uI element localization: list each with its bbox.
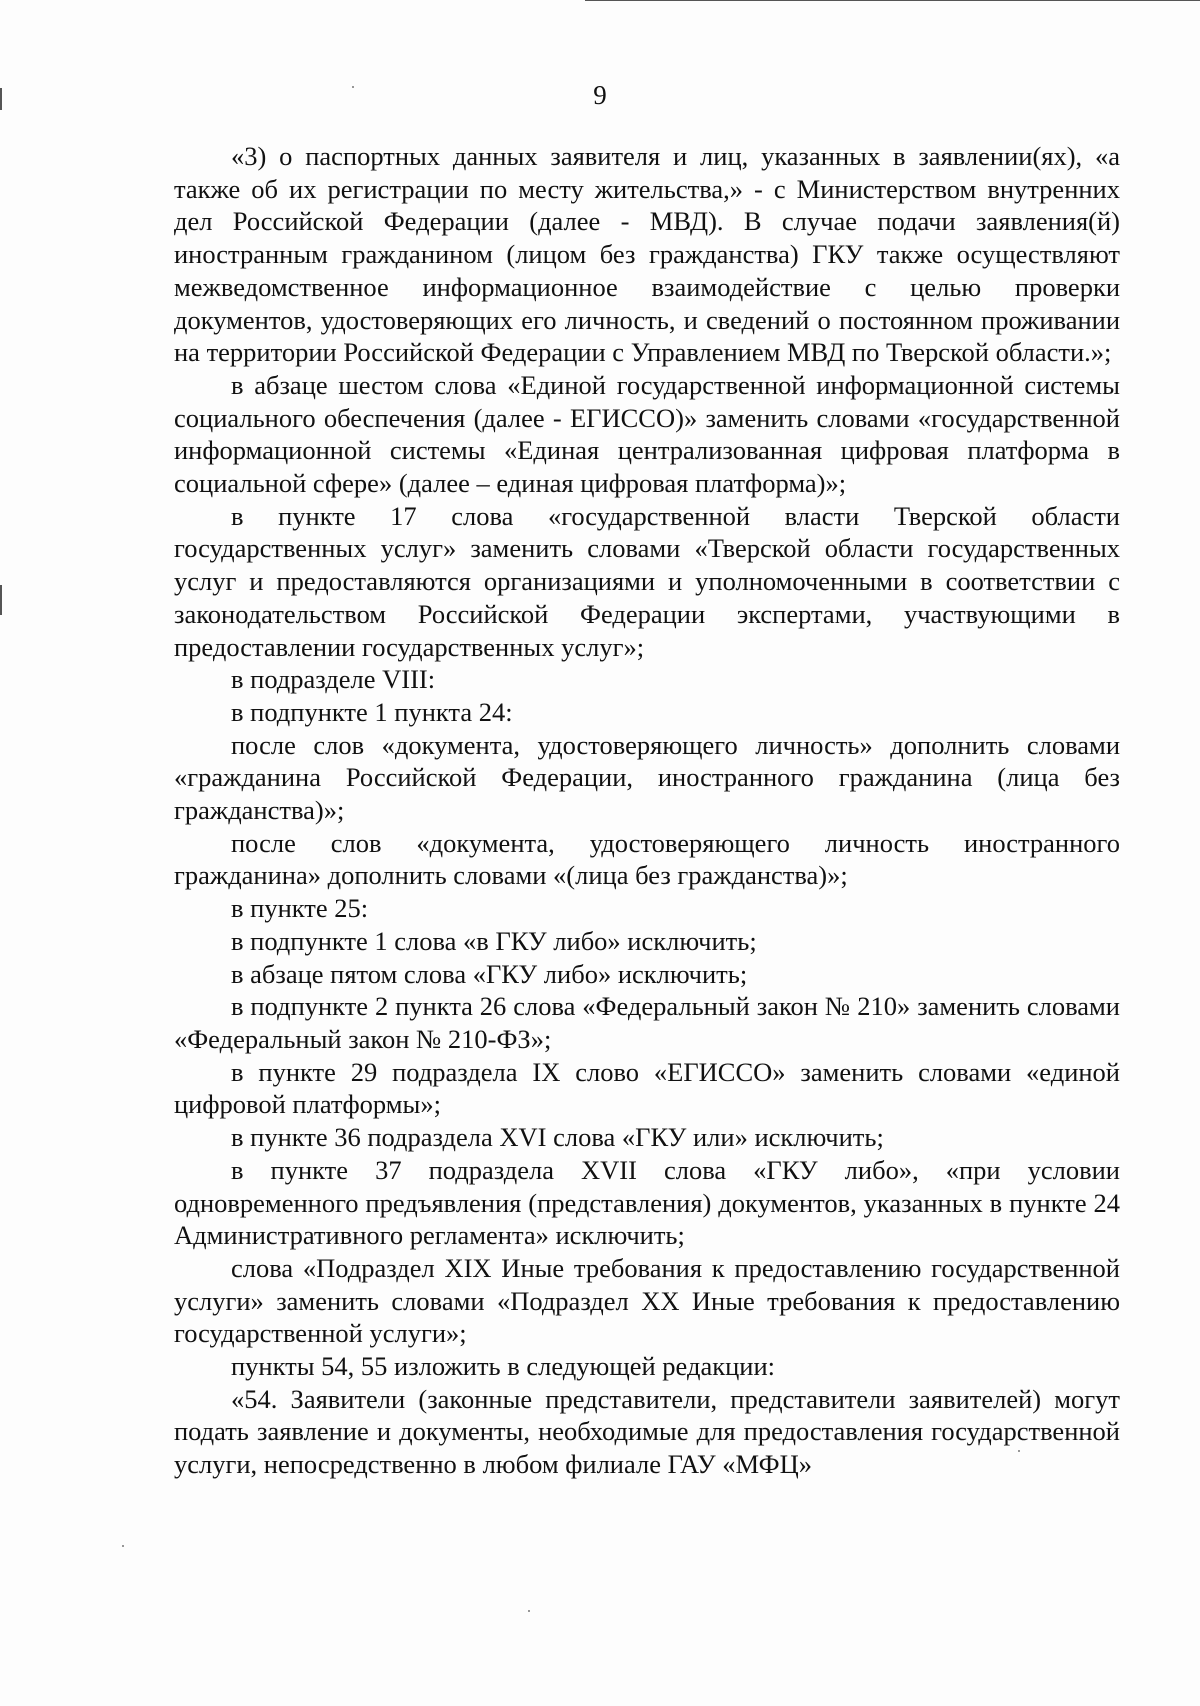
paragraph: в подразделе VIII: [231, 664, 436, 695]
paragraph: в подпункте 2 пункта 26 слова «Федеральный закон № 210» заменить словами «Федеральный закон № 210-ФЗ»; [174, 991, 1120, 1054]
paragraph: «54. Заявители (законные представители, представители заявителей) могут подать заявление и документы, необходимые для предоставления государственной услуги, непосредственно в любом филиале ГАУ «МФЦ» [174, 1383, 1120, 1480]
paragraph: после слов «документа, удостоверяющего личность иностранного гражданина» дополнить словами «(лица без гражданства)»; [174, 827, 1120, 891]
paragraph: в подпункте 1 пункта 24: [231, 696, 513, 727]
page-number: 9 [593, 80, 607, 110]
paragraph: в пункте 37 подраздела XVII слова «ГКУ либо», «при условии одновременного предъявления (представления) документов, указанных в пункте 24 Административного регламента» исключить; [174, 1154, 1120, 1251]
paragraph: пункты 54, 55 изложить в следующей редакции: [231, 1351, 776, 1382]
document-body [174, 140, 1120, 1481]
paragraph: слова «Подраздел XIX Иные требования к предоставлению государственной услуги» заменить словами «Подраздел XX Иные требования к предоставлению государственной услуги»; [174, 1252, 1120, 1349]
paragraph: «3) о паспортных данных заявителя и лиц, указанных в заявлении(ях), «а также об их регистрации по месту жительства,» - с Министерством внутренних дел Российской Федерации (далее - МВД). В случае подачи заявления(й) иностранным гражданином (лицом без гражданства) ГКУ также осуществляют межведомственное информационное взаимодействие с целью проверки документов, удостоверяющих его личность, и сведений о постоянном проживании на территории Российской Федерации с Управлением МВД по Тверской области.»; [174, 141, 1120, 368]
paragraph: в пункте 25: [231, 893, 369, 924]
scan-speck [122, 1545, 124, 1547]
paragraph: в подпункте 1 слова «в ГКУ либо» исключить; [231, 925, 757, 956]
paragraph: после слов «документа, удостоверяющего личность» дополнить словами «гражданина Российской Федерации, иностранного гражданина (лица без гражданства)»; [174, 729, 1120, 826]
paragraph: в пункте 36 подраздела XVI слова «ГКУ или» исключить; [231, 1122, 884, 1153]
paragraph: в пункте 29 подраздела IX слово «ЕГИССО» заменить словами «единой цифровой платформы»; [174, 1056, 1120, 1120]
scan-speck [528, 1610, 530, 1612]
scan-edge-top-right [585, 0, 1200, 1]
paragraph: в абзаце пятом слова «ГКУ либо» исключить; [231, 958, 748, 989]
paragraph: в пункте 17 слова «государственной власти Тверской области государственных услуг» заменить словами «Тверской области государственных услуг и предоставляются организациями и уполномоченными в соответствии с законодательством Российской Федерации экспертами, участвующими в предоставлении государственных услуг»; [174, 500, 1120, 662]
paragraph: в абзаце шестом слова «Единой государственной информационной системы социального обеспечения (далее - ЕГИССО)» заменить словами «государственной информационной системы «Единая централизованная цифровая платформа в социальной сфере» (далее – единая цифровая платформа)»; [174, 369, 1120, 499]
scan-edge-left-mark [0, 585, 2, 615]
